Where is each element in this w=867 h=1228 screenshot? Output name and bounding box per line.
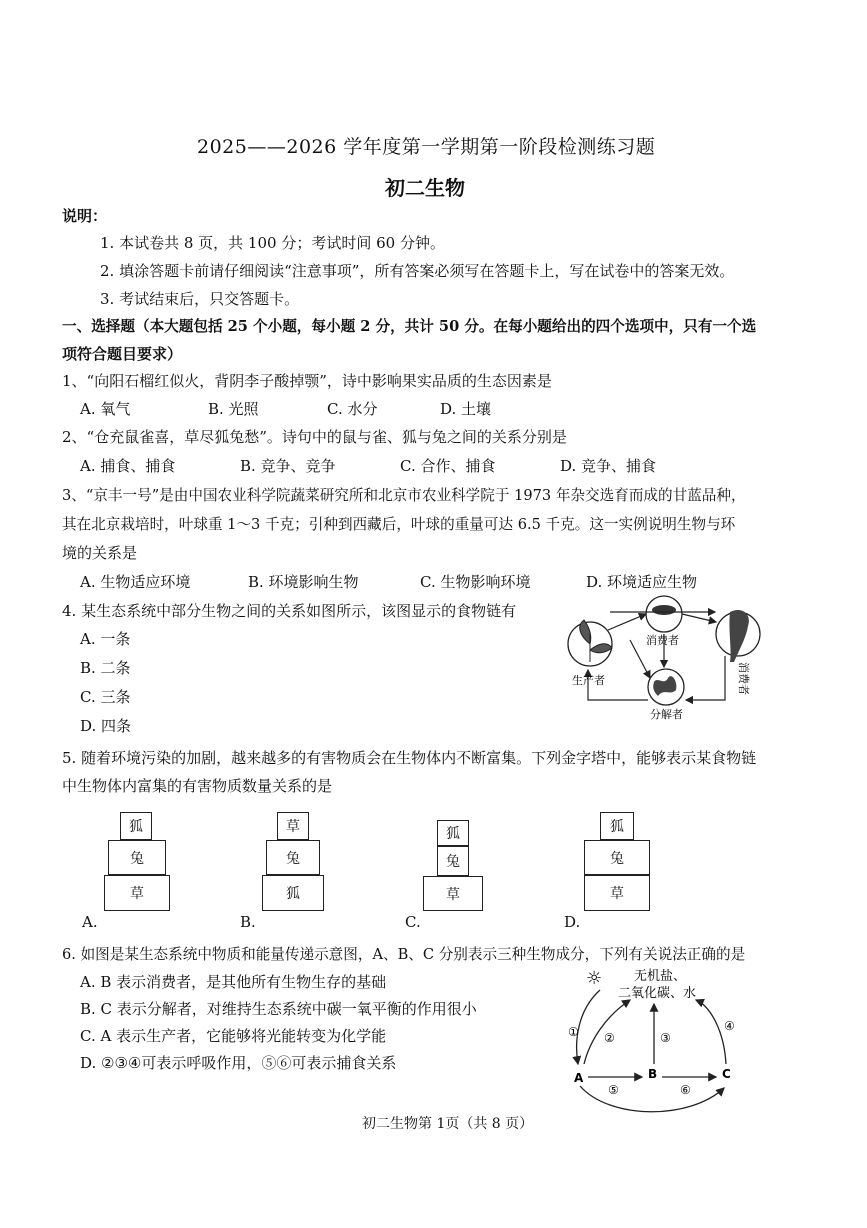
question-1-option-b: B. 光照: [208, 400, 259, 418]
question-2-stem: 2、“仓充鼠雀喜，草尽狐兔愁”。诗句中的鼠与雀、狐与兔之间的关系分别是: [62, 428, 567, 446]
question-4-option-a: A. 一条: [80, 630, 131, 648]
svg-text:③: ③: [660, 1031, 671, 1045]
food-web-figure: [560, 592, 770, 732]
pyramid-d-level-bottom: 草: [584, 875, 650, 911]
question-6-option-b: B. C 表示分解者，对维持生态系统中碳一氧平衡的作用很小: [80, 1000, 477, 1018]
pyramid-c-level-top: 狐: [437, 820, 469, 846]
plant-icon: [580, 620, 612, 662]
svg-text:④: ④: [724, 1019, 735, 1033]
question-1-option-d: D. 土壤: [440, 400, 492, 418]
svg-text:②: ②: [604, 1031, 615, 1045]
decomposer-label: 分解者: [650, 708, 683, 721]
svg-text:①: ①: [568, 1025, 579, 1039]
question-1-option-c: C. 水分: [327, 400, 378, 418]
pyramid-d-level-top: 狐: [600, 812, 634, 840]
pyramid-c-level-middle: 兔: [437, 846, 469, 876]
question-6-option-d: D. ②③④可表示呼吸作用，⑤⑥可表示捕食关系: [80, 1054, 397, 1072]
question-3-stem-line: 其在北京栽培时，叶球重 1～3 千克；引种到西藏后，叶球的重量可达 6.5 千克。这一实例说明生物与环: [62, 516, 736, 533]
pyramid-d-level-middle: 兔: [584, 840, 650, 875]
inorganic-label: 无机盐、: [634, 969, 687, 984]
pyramid-b-level-middle: 兔: [266, 840, 320, 875]
node-c: C: [722, 1067, 731, 1081]
pyramid-b-level-bottom: 狐: [262, 875, 324, 911]
question-2-option-d: D. 竞争、捕食: [560, 457, 657, 475]
question-6-stem: 6. 如图是某生态系统中物质和能量传递示意图，A、B、C 分别表示三种生物成分，下列有关说法正确的是: [62, 946, 746, 963]
consumer1-label: 消费者: [646, 634, 679, 647]
question-1-option-a: A. 氧气: [80, 400, 131, 418]
pyramid-c-level-bottom: 草: [423, 876, 483, 911]
pyramid-a-level-top: 狐: [120, 812, 152, 840]
node-a: A: [574, 1071, 584, 1085]
pyramid-b-level-top: 草: [277, 812, 309, 840]
pyramid-a-level-middle: 兔: [108, 840, 166, 875]
caterpillar-icon: [652, 605, 676, 615]
question-6-option-c: C. A 表示生产者，它能够将光能转变为化学能: [80, 1027, 387, 1045]
question-2-option-a: A. 捕食、捕食: [80, 457, 176, 475]
consumer2-label: 消费者: [737, 662, 750, 695]
pyramid-c-label: C.: [405, 913, 421, 931]
pyramid-a-level-bottom: 草: [104, 875, 170, 911]
sun-icon: ☼: [586, 968, 603, 989]
pyramid-d-label: D.: [564, 913, 581, 931]
question-3-stem-line: 3、“京丰一号”是由中国农业科学院蔬菜研究所和北京市农业科学院于 1973 年杂交选育而成的甘蓝品种，: [62, 487, 746, 504]
question-4-option-d: D. 四条: [80, 717, 132, 735]
section-heading: 一、选择题（本大题包括 25 个小题，每小题 2 分，共计 50 分。在每小题给出的四个选项中，只有一个选: [62, 318, 757, 335]
question-1-stem: 1、“向阳石榴红似火，背阴李子酸掉颚”，诗中影响果实品质的生态因素是: [62, 372, 552, 390]
instruction-item: 1. 本试卷共 8 页，共 100 分；考试时间 60 分钟。: [100, 234, 445, 252]
pyramid-a-label: A.: [82, 913, 98, 931]
question-5-stem-line: 中生物体内富集的有害物质数量关系的是: [62, 777, 333, 795]
question-3-option-a: A. 生物适应环境: [80, 573, 191, 591]
subject-title: 初二生物: [385, 176, 465, 200]
question-2-option-b: B. 竞争、竞争: [240, 457, 336, 475]
matter-energy-figure: [560, 960, 760, 1120]
producer-label: 生产者: [572, 674, 605, 687]
instructions-label: 说明：: [62, 207, 108, 225]
node-b: B: [648, 1067, 658, 1081]
question-2-option-c: C. 合作、捕食: [400, 457, 496, 475]
question-3-stem-line: 境的关系是: [62, 544, 138, 562]
inorganic-label-2: 二氧化碳、水: [618, 986, 697, 1001]
question-3-option-d: D. 环境适应生物: [586, 573, 698, 591]
svg-text:⑥: ⑥: [680, 1083, 691, 1097]
question-6-option-a: A. B 表示消费者，是其他所有生物生存的基础: [80, 973, 387, 991]
question-4-option-c: C. 三条: [80, 688, 131, 706]
question-3-option-b: B. 环境影响生物: [248, 573, 359, 591]
section-heading-cont: 项符合题目要求）: [62, 345, 183, 363]
svg-text:⑤: ⑤: [608, 1083, 619, 1097]
instruction-item: 3. 考试结束后，只交答题卡。: [100, 290, 300, 308]
decomposer-icon: [653, 676, 676, 696]
exam-title: 2025——2026 学年度第一学期第一阶段检测练习题: [197, 136, 656, 158]
pyramid-b-label: B.: [240, 913, 256, 931]
page-footer: 初二生物第 1页（共 8 页）: [362, 1116, 534, 1132]
instruction-item: 2. 填涂答题卡前请仔细阅读“注意事项”，所有答案必须写在答题卡上，写在试卷中的答案无效。: [100, 262, 735, 280]
question-3-option-c: C. 生物影响环境: [420, 573, 531, 591]
question-5-stem-line: 5. 随着环境污染的加剧，越来越多的有害物质会在生物体内不断富集。下列金字塔中，能够表示某食物链: [62, 749, 757, 767]
question-4-stem: 4. 某生态系统中部分生物之间的关系如图所示，该图显示的食物链有: [62, 602, 517, 620]
question-4-option-b: B. 二条: [80, 659, 131, 677]
